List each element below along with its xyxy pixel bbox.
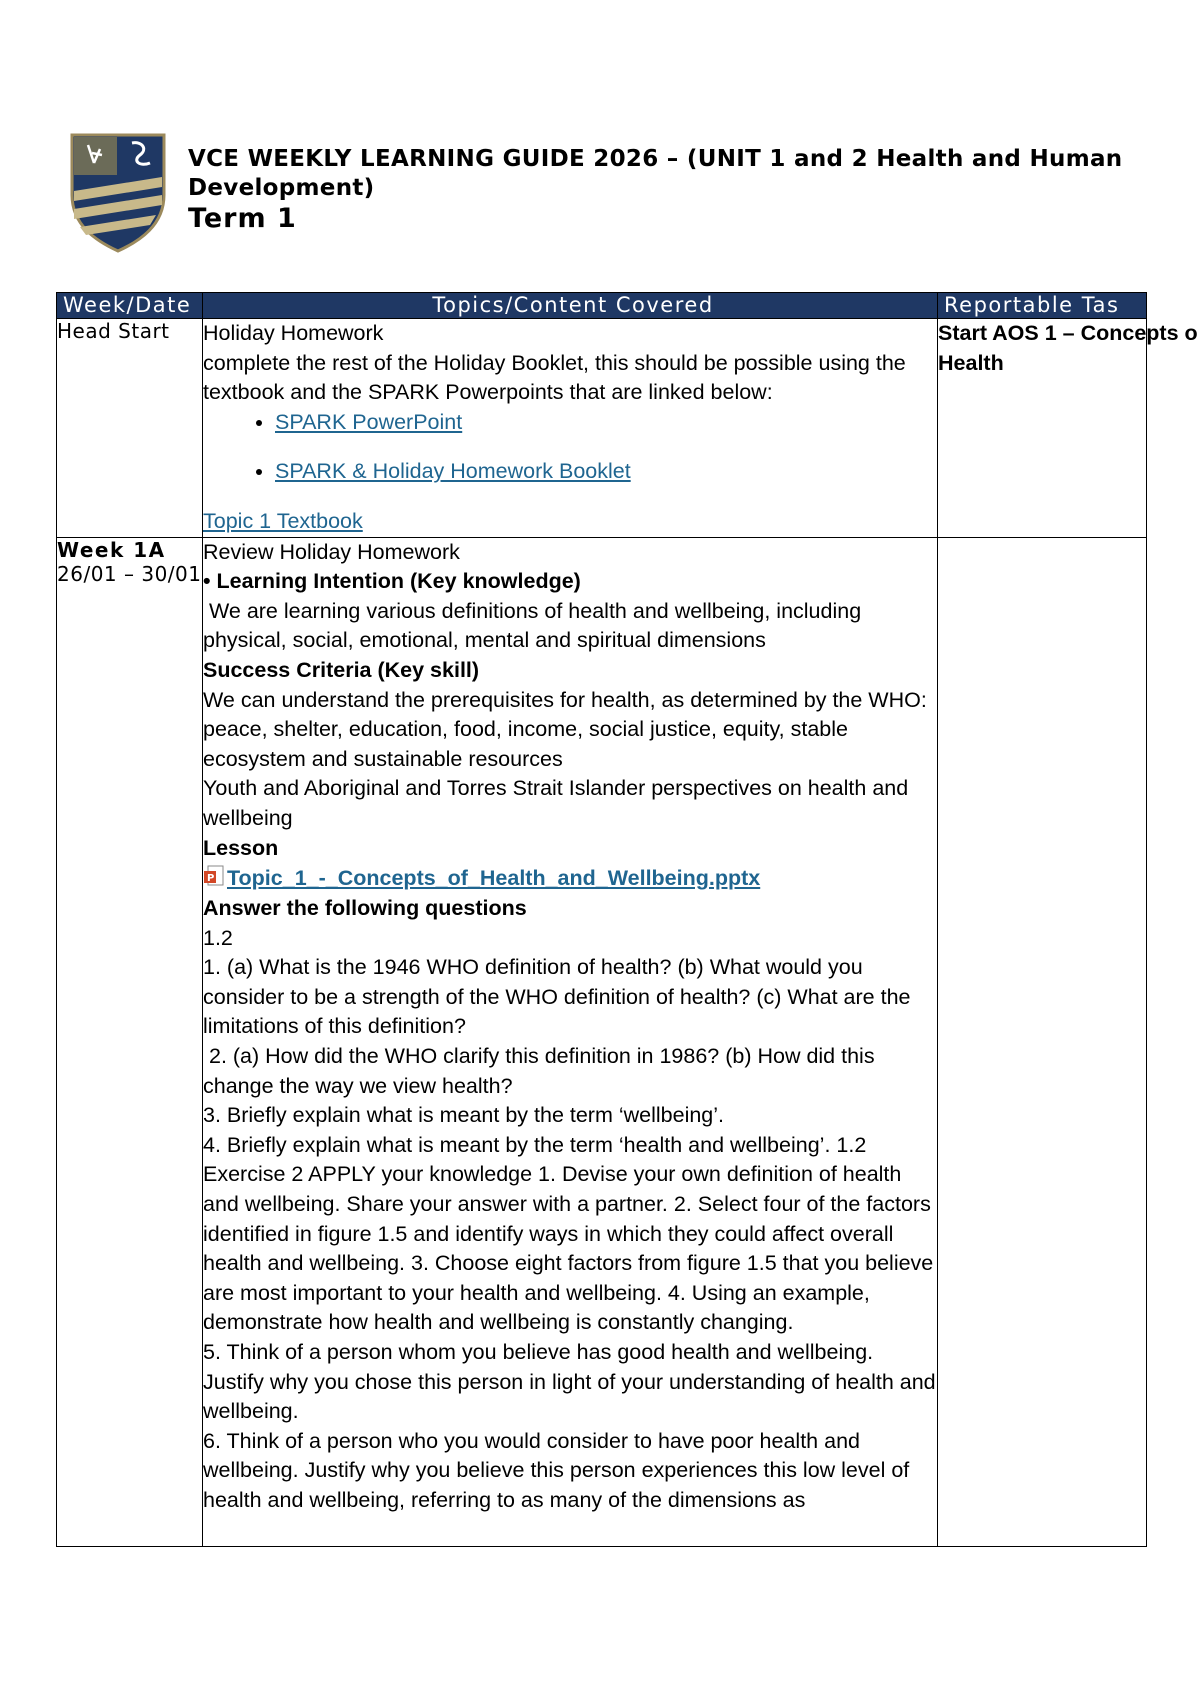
reportable-cell bbox=[938, 319, 1198, 538]
spark-booklet-link[interactable]: SPARK & Holiday Homework Booklet bbox=[275, 459, 631, 484]
lesson-heading: Lesson bbox=[203, 835, 279, 860]
week-cell bbox=[57, 537, 203, 1546]
list-item bbox=[275, 457, 937, 487]
success-criteria-text: We can understand the prerequisites for health, as determined by the WHO: peace, shelter, education, food, income, social justice, equity, stable ecosystem and sustainable resources bbox=[203, 687, 927, 771]
header-topics: Topics/Content Covered bbox=[203, 293, 938, 319]
reportable-cell bbox=[938, 537, 1147, 1546]
list-item bbox=[275, 408, 937, 438]
week-label: Head Start bbox=[57, 319, 170, 343]
holiday-homework-text: complete the rest of the Holiday Booklet, this should be possible using the textbook and the SPARK Powerpoints that are linked below: bbox=[203, 350, 906, 405]
table-row bbox=[57, 319, 1147, 538]
week-date-range: 26/01 – 30/01 bbox=[57, 561, 202, 586]
header-week-date: Week/Date bbox=[57, 293, 203, 319]
question-5: 5. Think of a person whom you believe has good health and wellbeing. Justify why you chose this person in light of your understanding of health and wellbeing. bbox=[203, 1340, 936, 1424]
week-cell bbox=[57, 319, 203, 538]
question-4: 4. Briefly explain what is meant by the term ‘health and wellbeing’. 1.2 Exercise 2 APPLY your knowledge 1. Devise your own definition of health and wellbeing. Share your answer with a partner. 2. Select four of the factors identified in figure 1.5 and identify ways in which they could affect overall health and wellbeing. 3. Choose eight factors from figure 1.5 that you believe are most important to your health and wellbeing. 4. Using an example, demonstrate how health and wellbeing is constantly changing. bbox=[203, 1132, 934, 1335]
textbook-link[interactable]: Topic 1 Textbook bbox=[203, 508, 363, 533]
reportable-line1: Start AOS 1 – Concepts o bbox=[938, 321, 1198, 345]
lesson-file-row bbox=[203, 863, 937, 894]
link-list bbox=[203, 408, 937, 487]
term-label: Term 1 bbox=[188, 203, 297, 234]
week-label: Week 1A bbox=[57, 537, 166, 562]
perspectives-text: Youth and Aboriginal and Torres Strait Islander perspectives on health and wellbeing bbox=[203, 776, 909, 830]
header-reportable: Reportable Tas bbox=[938, 293, 1147, 319]
topic-cell bbox=[203, 319, 938, 538]
document-title: VCE WEEKLY LEARNING GUIDE 2026 – (UNIT 1 and 2 Health and Human Development) bbox=[188, 146, 1123, 201]
question-6: 6. Think of a person who you would consider to have poor health and wellbeing. Justify why you believe this person experiences this low level of health and wellbeing, referring to as many of the dimensions as bbox=[203, 1428, 910, 1512]
table-row bbox=[57, 537, 1147, 1546]
question-2: 2. (a) How did the WHO clarify this definition in 1986? (b) How did this change the way we view health? bbox=[203, 1044, 881, 1098]
question-3: 3. Briefly explain what is meant by the term ‘wellbeing’. bbox=[203, 1103, 725, 1128]
lesson-pptx-link[interactable]: Topic_1_-_Concepts_of_Health_and_Wellbeing.pptx bbox=[227, 866, 761, 891]
question-1: 1. (a) What is the 1946 WHO definition of health? (b) What would you consider to be a strength of the WHO definition of health? (c) What are the limitations of this definition? bbox=[203, 955, 911, 1039]
question-section: 1.2 bbox=[203, 925, 233, 950]
success-criteria-heading: Success Criteria (Key skill) bbox=[203, 657, 480, 682]
reportable-line2: Health bbox=[938, 350, 1004, 375]
topic-cell bbox=[203, 537, 938, 1546]
holiday-homework-title: Holiday Homework bbox=[203, 321, 384, 345]
svg-text:P: P bbox=[207, 873, 215, 885]
learning-guide-table bbox=[56, 292, 1198, 1547]
spark-powerpoint-link[interactable]: SPARK PowerPoint bbox=[275, 409, 463, 434]
document-header bbox=[70, 133, 1190, 263]
review-text: Review Holiday Homework bbox=[203, 539, 460, 564]
learning-intention-heading: • Learning Intention (Key knowledge) bbox=[203, 569, 581, 594]
school-crest-logo bbox=[70, 133, 166, 253]
table-header-row bbox=[57, 293, 1147, 319]
pptx-file-icon bbox=[203, 865, 225, 887]
questions-heading: Answer the following questions bbox=[203, 896, 527, 921]
learning-intention-text: We are learning various definitions of health and wellbeing, including physical, social, emotional, mental and spiritual dimensions bbox=[203, 598, 868, 653]
